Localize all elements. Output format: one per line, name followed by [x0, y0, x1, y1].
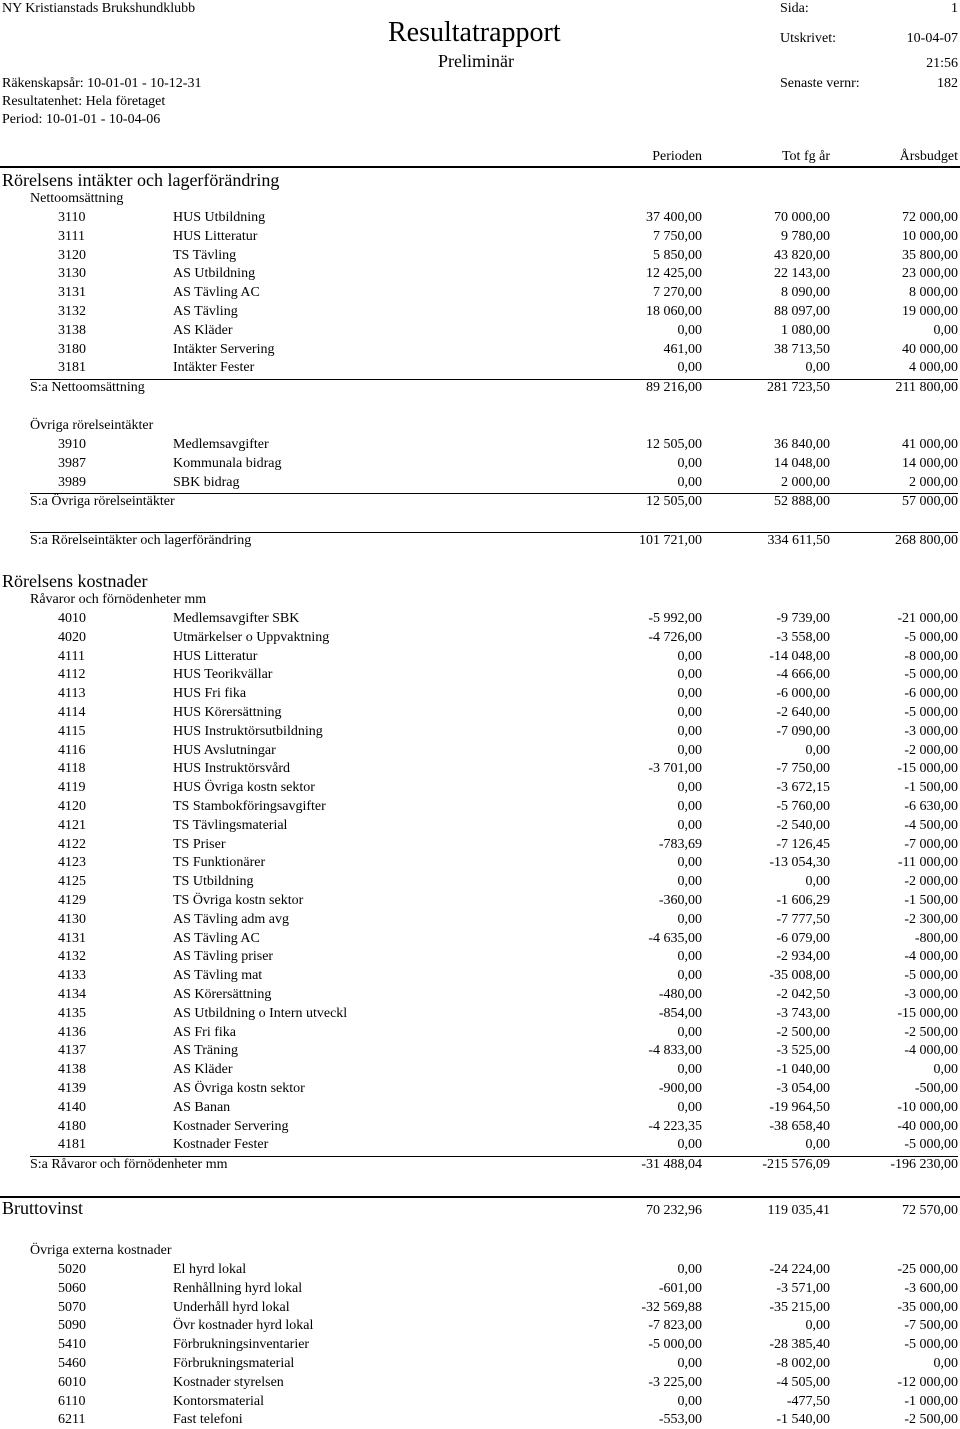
account-name: AS Träning — [173, 1043, 238, 1059]
account-name: TS Stambokföringsavgifter — [173, 799, 326, 814]
value-prev-year: -7 090,00 — [776, 723, 830, 739]
value-period: -4 223,35 — [648, 1118, 702, 1134]
value-prev-year: -4 666,00 — [776, 667, 830, 683]
account-code: 3110 — [58, 210, 86, 225]
value-period: -3 225,00 — [648, 1374, 702, 1390]
account-code: 4119 — [58, 780, 86, 796]
account-name: AS Kläder — [173, 1062, 233, 1078]
account-code: 3111 — [58, 228, 85, 244]
report-title: Resultatrapport — [388, 17, 561, 48]
value-budget: -3 000,00 — [904, 723, 958, 739]
account-code: 4129 — [58, 893, 86, 908]
account-name: Kontorsmaterial — [173, 1393, 264, 1409]
value-budget: -12 000,00 — [897, 1374, 958, 1390]
subtotal-prev-year: -215 576,09 — [762, 1157, 830, 1173]
value-prev-year: 0,00 — [805, 742, 830, 758]
value-budget: 0,00 — [933, 1062, 958, 1078]
group-heading: Råvaror och förnödenheter mm — [30, 592, 207, 607]
value-prev-year: -2 500,00 — [776, 1024, 830, 1040]
account-code: 4181 — [58, 1137, 86, 1153]
subtotal-prev-year: 334 611,50 — [767, 533, 830, 549]
account-name: HUS Övriga kostn sektor — [173, 780, 315, 796]
account-name: AS Tävling priser — [173, 949, 274, 965]
value-prev-year: -8 002,00 — [776, 1356, 830, 1371]
value-budget: 8 000,00 — [909, 285, 958, 301]
page-label: Sida: — [780, 1, 809, 16]
value-prev-year: -28 385,40 — [769, 1337, 830, 1353]
value-period: 5 850,00 — [653, 247, 702, 263]
account-name: AS Tävling — [173, 304, 238, 319]
value-budget: -2 500,00 — [904, 1412, 958, 1428]
account-name: TS Tävling — [173, 247, 237, 263]
account-name: Medlemsavgifter SBK — [173, 611, 300, 626]
value-prev-year: -5 760,00 — [776, 799, 830, 814]
value-prev-year: -2 042,50 — [776, 987, 830, 1002]
account-name: Kostnader Servering — [173, 1118, 289, 1134]
account-name: HUS Körersättning — [173, 705, 282, 720]
value-period: -4 635,00 — [648, 930, 702, 946]
value-prev-year: 0,00 — [805, 874, 830, 890]
value-budget: -4 000,00 — [904, 1043, 958, 1059]
value-budget: -500,00 — [914, 1081, 958, 1096]
value-period: -7 823,00 — [648, 1318, 702, 1334]
subtotal-budget: 211 800,00 — [895, 380, 958, 396]
account-code: 4134 — [58, 987, 86, 1002]
group-heading: Övriga externa kostnader — [30, 1243, 172, 1258]
account-name: Medlemsavgifter — [173, 437, 269, 452]
value-budget: -15 000,00 — [897, 761, 958, 777]
account-code: 4120 — [58, 799, 86, 814]
account-code: 6010 — [58, 1374, 86, 1390]
account-name: HUS Fri fika — [173, 686, 247, 702]
value-prev-year: -24 224,00 — [769, 1262, 830, 1277]
value-budget: 14 000,00 — [902, 455, 958, 471]
account-name: Kostnader Fester — [173, 1137, 269, 1153]
account-code: 4122 — [58, 836, 86, 852]
account-name: TS Tävlingsmaterial — [173, 817, 288, 833]
value-period: 7 750,00 — [653, 228, 702, 244]
value-budget: -11 000,00 — [897, 855, 958, 871]
account-name: AS Tävling adm avg — [173, 911, 290, 927]
value-period: 0,00 — [677, 474, 702, 490]
account-code: 3120 — [58, 247, 86, 263]
value-prev-year: 0,00 — [805, 1137, 830, 1153]
value-period: -553,00 — [658, 1412, 702, 1428]
value-period: -480,00 — [658, 987, 702, 1002]
value-budget: -3 600,00 — [904, 1280, 958, 1296]
account-name: AS Kläder — [173, 322, 233, 338]
value-budget: -40 000,00 — [897, 1118, 958, 1134]
value-period: 0,00 — [677, 723, 702, 739]
account-code: 3138 — [58, 322, 86, 338]
account-code: 4114 — [58, 705, 86, 720]
value-prev-year: -14 048,00 — [769, 648, 830, 664]
account-code: 3987 — [58, 455, 86, 471]
value-period: -4 726,00 — [648, 629, 702, 645]
value-period: -783,69 — [658, 836, 702, 852]
account-name: SBK bidrag — [173, 474, 240, 490]
value-period: -601,00 — [658, 1280, 702, 1296]
value-budget: -1 000,00 — [904, 1393, 958, 1409]
value-period: 0,00 — [677, 705, 702, 720]
value-period: 0,00 — [677, 817, 702, 833]
result-unit: Resultatenhet: Hela företaget — [2, 94, 166, 109]
account-code: 4115 — [58, 723, 86, 739]
value-budget: 0,00 — [933, 1356, 958, 1371]
value-budget: -7 500,00 — [904, 1318, 958, 1334]
total-prev-year: 119 035,41 — [767, 1203, 830, 1218]
value-prev-year: -3 571,00 — [776, 1280, 830, 1296]
value-prev-year: 14 048,00 — [774, 455, 830, 471]
value-prev-year: -4 505,00 — [776, 1374, 830, 1390]
value-budget: -5 000,00 — [904, 667, 958, 683]
printed-date: 10-04-07 — [906, 31, 958, 46]
value-budget: -8 000,00 — [904, 648, 958, 664]
value-prev-year: -35 008,00 — [769, 968, 830, 984]
account-name: HUS Litteratur — [173, 648, 258, 664]
value-prev-year: -35 215,00 — [769, 1299, 830, 1315]
value-prev-year: -3 054,00 — [776, 1081, 830, 1096]
subtotal-label: S:a Övriga rörelseintäkter — [30, 494, 175, 510]
account-code: 4118 — [58, 761, 86, 777]
value-period: 0,00 — [677, 1393, 702, 1409]
value-budget: 23 000,00 — [902, 266, 958, 282]
value-period: 0,00 — [677, 742, 702, 758]
account-code: 5090 — [58, 1318, 86, 1334]
total-budget: 72 570,00 — [902, 1203, 958, 1218]
org-name: NY Kristianstads Brukshundklubb — [2, 1, 196, 16]
account-code: 4136 — [58, 1024, 86, 1040]
account-name: Kostnader styrelsen — [173, 1374, 284, 1390]
value-period: 0,00 — [677, 855, 702, 871]
account-name: AS Körersättning — [173, 987, 272, 1002]
value-budget: 41 000,00 — [902, 437, 958, 452]
account-code: 4137 — [58, 1043, 86, 1059]
account-name: AS Fri fika — [173, 1024, 236, 1040]
value-prev-year: 0,00 — [805, 1318, 830, 1334]
account-code: 3180 — [58, 341, 86, 357]
subtotal-budget: 268 800,00 — [895, 533, 958, 549]
value-period: -5 992,00 — [648, 611, 702, 626]
value-period: 0,00 — [677, 648, 702, 664]
value-budget: -2 500,00 — [904, 1024, 958, 1040]
subtotal-budget: 57 000,00 — [902, 494, 958, 510]
account-name: TS Utbildning — [173, 874, 254, 890]
group-heading: Nettoomsättning — [30, 191, 124, 206]
value-period: 12 505,00 — [646, 437, 702, 452]
value-prev-year: -477,50 — [786, 1393, 830, 1409]
value-budget: 19 000,00 — [902, 304, 958, 319]
value-budget: 4 000,00 — [909, 360, 958, 376]
account-name: HUS Utbildning — [173, 210, 266, 225]
value-prev-year: -6 079,00 — [776, 930, 830, 946]
value-prev-year: -3 672,15 — [776, 780, 830, 796]
value-prev-year: 36 840,00 — [774, 437, 830, 452]
account-code: 3132 — [58, 304, 86, 319]
value-budget: 2 000,00 — [909, 474, 958, 490]
subtotal-prev-year: 52 888,00 — [774, 494, 830, 510]
account-name: TS Övriga kostn sektor — [173, 893, 304, 908]
value-prev-year: -1 040,00 — [776, 1062, 830, 1078]
account-name: TS Funktionärer — [173, 855, 266, 871]
account-code: 4111 — [58, 648, 85, 664]
account-name: AS Utbildning o Intern utveckl — [173, 1005, 348, 1021]
account-code: 4132 — [58, 949, 86, 965]
subtotal-period: -31 488,04 — [641, 1157, 702, 1173]
account-name: HUS Instruktörsutbildning — [173, 723, 323, 739]
value-period: 18 060,00 — [646, 304, 702, 319]
total-label: Bruttovinst — [2, 1198, 84, 1218]
value-budget: -3 000,00 — [904, 987, 958, 1002]
col-header-prev-year: Tot fg år — [781, 149, 830, 164]
value-budget: -5 000,00 — [904, 629, 958, 645]
value-prev-year: -1 540,00 — [776, 1412, 830, 1428]
account-name: AS Tävling mat — [173, 968, 263, 984]
account-name: Intäkter Fester — [173, 360, 255, 376]
value-prev-year: 9 780,00 — [781, 228, 830, 244]
account-name: Förbrukningsinventarier — [173, 1337, 310, 1353]
value-period: -5 000,00 — [648, 1337, 702, 1353]
value-budget: -2 300,00 — [904, 911, 958, 927]
account-name: Underhåll hyrd lokal — [173, 1299, 290, 1315]
value-budget: -5 000,00 — [904, 1337, 958, 1353]
last-ver-value: 182 — [937, 76, 958, 91]
value-budget: -6 000,00 — [904, 686, 958, 702]
value-budget: 0,00 — [933, 322, 958, 338]
value-period: -4 833,00 — [648, 1043, 702, 1059]
value-period: 0,00 — [677, 1356, 702, 1371]
subtotal-prev-year: 281 723,50 — [767, 380, 830, 396]
col-header-budget: Årsbudget — [899, 149, 958, 164]
account-name: Kommunala bidrag — [173, 455, 282, 471]
value-budget: -2 000,00 — [904, 874, 958, 890]
value-period: 0,00 — [677, 874, 702, 890]
value-prev-year: -2 934,00 — [776, 949, 830, 965]
section-heading: Rörelsens kostnader — [2, 571, 148, 591]
account-code: 4113 — [58, 686, 86, 702]
value-budget: -5 000,00 — [904, 968, 958, 984]
value-period: 461,00 — [663, 341, 702, 357]
value-budget: -800,00 — [914, 930, 958, 946]
value-budget: 35 800,00 — [902, 247, 958, 263]
value-budget: -1 500,00 — [904, 893, 958, 908]
value-period: 37 400,00 — [646, 210, 702, 225]
account-code: 4125 — [58, 874, 86, 890]
value-prev-year: -13 054,30 — [769, 855, 830, 871]
account-code: 5060 — [58, 1280, 86, 1296]
account-name: AS Utbildning — [173, 266, 256, 282]
account-code: 4121 — [58, 817, 86, 833]
value-prev-year: 70 000,00 — [774, 210, 830, 225]
value-prev-year: -3 525,00 — [776, 1043, 830, 1059]
value-period: -900,00 — [658, 1081, 702, 1096]
account-code: 3130 — [58, 266, 86, 282]
account-code: 4180 — [58, 1118, 86, 1134]
value-prev-year: 2 000,00 — [781, 474, 830, 490]
value-prev-year: 43 820,00 — [774, 247, 830, 263]
account-code: 5020 — [58, 1262, 86, 1277]
value-prev-year: -3 743,00 — [776, 1005, 830, 1021]
account-code: 3910 — [58, 437, 86, 452]
account-code: 4010 — [58, 611, 86, 626]
value-prev-year: -38 658,40 — [769, 1118, 830, 1134]
subtotal-label: S:a Nettoomsättning — [30, 380, 145, 396]
account-code: 4112 — [58, 667, 86, 683]
report-subtitle: Preliminär — [438, 51, 514, 71]
value-period: 0,00 — [677, 780, 702, 796]
period: Period: 10-01-01 - 10-04-06 — [2, 112, 161, 127]
account-code: 4135 — [58, 1005, 86, 1021]
value-budget: -35 000,00 — [897, 1299, 958, 1315]
value-period: 0,00 — [677, 799, 702, 814]
account-code: 6211 — [58, 1412, 86, 1428]
last-ver-label: Senaste vernr: — [780, 76, 860, 91]
header-rule — [0, 166, 960, 168]
account-code: 6110 — [58, 1393, 86, 1409]
account-name: Utmärkelser o Uppvaktning — [173, 629, 330, 645]
value-period: 0,00 — [677, 949, 702, 965]
account-code: 4138 — [58, 1062, 86, 1078]
account-code: 3989 — [58, 474, 86, 490]
value-period: -3 701,00 — [648, 761, 702, 777]
value-prev-year: -7 777,50 — [776, 911, 830, 927]
value-budget: -4 500,00 — [904, 817, 958, 833]
printed-label: Utskrivet: — [780, 31, 836, 46]
value-period: 0,00 — [677, 455, 702, 471]
value-prev-year: -2 640,00 — [776, 705, 830, 720]
total-rule — [0, 1196, 960, 1198]
account-code: 3181 — [58, 360, 86, 376]
value-prev-year: -19 964,50 — [769, 1099, 830, 1115]
value-budget: -2 000,00 — [904, 742, 958, 758]
value-period: 0,00 — [677, 1062, 702, 1078]
account-name: El hyrd lokal — [173, 1262, 247, 1277]
value-prev-year: -9 739,00 — [776, 611, 830, 626]
value-period: 0,00 — [677, 1137, 702, 1153]
value-budget: 10 000,00 — [902, 228, 958, 244]
value-prev-year: -3 558,00 — [776, 629, 830, 645]
printed-time: 21:56 — [926, 56, 958, 71]
value-period: 0,00 — [677, 360, 702, 376]
subtotal-period: 12 505,00 — [646, 494, 702, 510]
value-budget: -4 000,00 — [904, 949, 958, 965]
subtotal-period: 89 216,00 — [646, 380, 702, 396]
account-code: 3131 — [58, 285, 86, 301]
value-prev-year: -1 606,29 — [776, 893, 830, 908]
account-code: 4116 — [58, 742, 86, 758]
account-name: Fast telefoni — [173, 1412, 243, 1428]
value-prev-year: 8 090,00 — [781, 285, 830, 301]
account-code: 5410 — [58, 1337, 86, 1353]
account-name: HUS Instruktörsvård — [173, 761, 291, 777]
group-heading: Övriga rörelseintäkter — [30, 418, 154, 433]
value-prev-year: 22 143,00 — [774, 266, 830, 282]
account-name: Intäkter Servering — [173, 341, 275, 357]
value-budget: -5 000,00 — [904, 1137, 958, 1153]
value-budget: 40 000,00 — [902, 341, 958, 357]
account-name: Övr kostnader hyrd lokal — [173, 1318, 314, 1334]
col-header-period: Perioden — [652, 149, 702, 164]
value-prev-year: 1 080,00 — [781, 322, 830, 338]
value-budget: -21 000,00 — [897, 611, 958, 626]
value-budget: -5 000,00 — [904, 705, 958, 720]
account-name: HUS Avslutningar — [173, 742, 276, 758]
account-name: Förbrukningsmaterial — [173, 1356, 295, 1371]
value-period: -360,00 — [658, 893, 702, 908]
account-code: 4140 — [58, 1099, 86, 1115]
value-prev-year: -7 750,00 — [776, 761, 830, 777]
account-code: 4133 — [58, 968, 86, 984]
page-number: 1 — [951, 1, 958, 16]
value-period: -854,00 — [658, 1005, 702, 1021]
value-budget: -6 630,00 — [904, 799, 958, 814]
account-name: HUS Teorikvällar — [173, 667, 273, 683]
value-period: 0,00 — [677, 1262, 702, 1277]
account-code: 5070 — [58, 1299, 86, 1315]
value-period: 0,00 — [677, 968, 702, 984]
value-prev-year: -6 000,00 — [776, 686, 830, 702]
total-period: 70 232,96 — [646, 1203, 702, 1218]
section-heading: Rörelsens intäkter och lagerförändring — [2, 170, 280, 190]
account-code: 4020 — [58, 629, 86, 645]
value-prev-year: 38 713,50 — [774, 341, 830, 357]
account-code: 4130 — [58, 911, 86, 927]
account-name: TS Priser — [173, 836, 226, 852]
value-prev-year: 0,00 — [805, 360, 830, 376]
account-name: AS Banan — [173, 1099, 231, 1115]
account-code: 4131 — [58, 930, 86, 946]
value-budget: -10 000,00 — [897, 1099, 958, 1115]
value-period: 0,00 — [677, 911, 702, 927]
account-code: 5460 — [58, 1356, 86, 1371]
subtotal-label: S:a Råvaror och förnödenheter mm — [30, 1157, 228, 1173]
value-period: 0,00 — [677, 1024, 702, 1040]
value-budget: -1 500,00 — [904, 780, 958, 796]
value-period: 7 270,00 — [653, 285, 702, 301]
value-budget: -7 000,00 — [904, 836, 958, 852]
value-budget: -15 000,00 — [897, 1005, 958, 1021]
value-prev-year: 88 097,00 — [774, 304, 830, 319]
subtotal-label: S:a Rörelseintäkter och lagerförändring — [30, 533, 252, 549]
value-period: 0,00 — [677, 686, 702, 702]
value-period: 12 425,00 — [646, 266, 702, 282]
value-budget: 72 000,00 — [902, 210, 958, 225]
value-period: -32 569,88 — [641, 1299, 702, 1315]
value-period: 0,00 — [677, 322, 702, 338]
account-name: Renhållning hyrd lokal — [173, 1280, 303, 1296]
value-prev-year: -7 126,45 — [776, 836, 830, 852]
account-name: AS Tävling AC — [173, 930, 260, 946]
fiscal-year: Räkenskapsår: 10-01-01 - 10-12-31 — [2, 76, 202, 91]
value-budget: -25 000,00 — [897, 1262, 958, 1277]
account-name: AS Tävling AC — [173, 285, 260, 301]
value-period: 0,00 — [677, 1099, 702, 1115]
account-code: 4123 — [58, 855, 86, 871]
account-name: AS Övriga kostn sektor — [173, 1081, 305, 1096]
account-code: 4139 — [58, 1081, 86, 1096]
value-prev-year: -2 540,00 — [776, 817, 830, 833]
subtotal-budget: -196 230,00 — [890, 1157, 958, 1173]
account-name: HUS Litteratur — [173, 228, 258, 244]
value-period: 0,00 — [677, 667, 702, 683]
subtotal-period: 101 721,00 — [639, 533, 702, 549]
